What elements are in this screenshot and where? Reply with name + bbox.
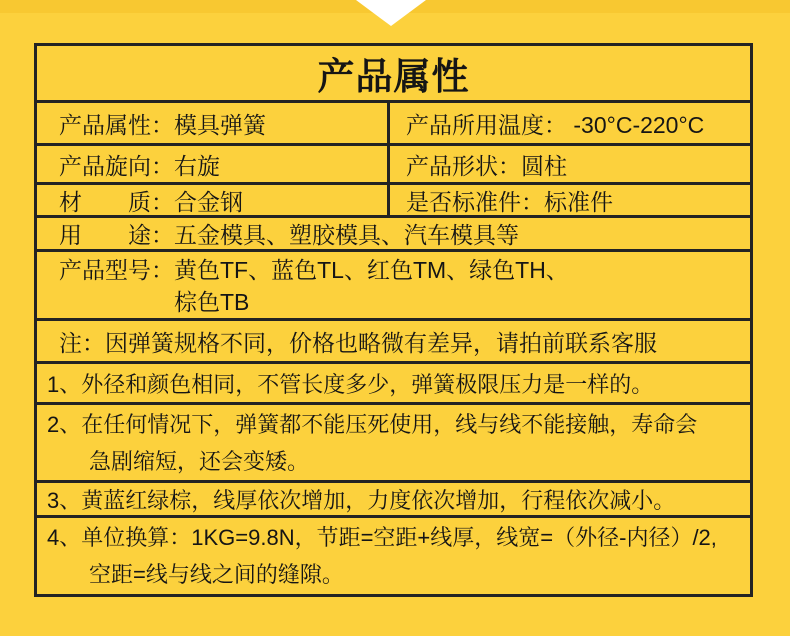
attribute-row-2: [37, 146, 750, 185]
attr-temperature: [390, 103, 750, 143]
table-title-row: [37, 46, 750, 103]
model-line-2: 棕色TB: [174, 289, 250, 315]
tip-2-line-2: 急剧缩短，还会变矮。: [89, 449, 310, 474]
tip-4-line-2: 空距=线与线之间的缝隙。: [89, 562, 344, 587]
attr-shape-text: 产品形状：圆柱: [406, 152, 567, 179]
attr-material: [37, 185, 390, 215]
tip-1-text: 1、外径和颜色相同，不管长度多少，弹簧极限压力是一样的。: [47, 371, 654, 397]
tip-row-4: [37, 518, 750, 593]
model-values: [174, 254, 569, 318]
tip-4-line-1: 4、单位换算：1KG=9.8N，节距=空距+线厚，线宽=（外径-内径）/2,: [47, 525, 717, 550]
attribute-row-1: [37, 103, 750, 146]
note-row: [37, 321, 750, 364]
attr-material-text: 材 质：合金钢: [59, 188, 243, 215]
attr-product-attribute-text: 产品属性：模具弹簧: [59, 111, 266, 138]
note-text: 注：因弹簧规格不同，价格也略微有差异，请拍前联系客服: [59, 329, 657, 356]
tip-row-1: [37, 364, 750, 405]
attr-shape: [390, 146, 750, 182]
attribute-row-3: [37, 185, 750, 218]
attr-product-attribute: [37, 103, 390, 143]
model-line-1: 黄色TF、蓝色TL、红色TM、绿色TH、: [174, 257, 569, 283]
tip-row-2: [37, 405, 750, 483]
model-row: [37, 252, 750, 321]
usage-row: [37, 218, 750, 252]
section-notch-triangle: [356, 0, 426, 26]
tip-row-3: [37, 483, 750, 518]
tip-3-text: 3、黄蓝红绿棕，线厚依次增加，力度依次增加，行程依次减小。: [47, 487, 676, 513]
usage-text: 用 途：五金模具、塑胶模具、汽车模具等: [59, 222, 519, 248]
page-title: 产品属性: [317, 56, 470, 97]
model-label: 产品型号：: [59, 257, 174, 283]
product-attributes-table: [34, 43, 753, 597]
attr-rotation: [37, 146, 390, 182]
attr-standard-part-text: 是否标准件：标准件: [406, 188, 613, 215]
attr-standard-part: [390, 185, 750, 215]
attr-rotation-text: 产品旋向：右旋: [59, 152, 220, 179]
tip-2-line-1: 2、在任何情况下，弹簧都不能压死使用，线与线不能接触，寿命会: [47, 412, 698, 437]
attr-temperature-text: 产品所用温度： -30°C-220°C: [406, 111, 705, 138]
